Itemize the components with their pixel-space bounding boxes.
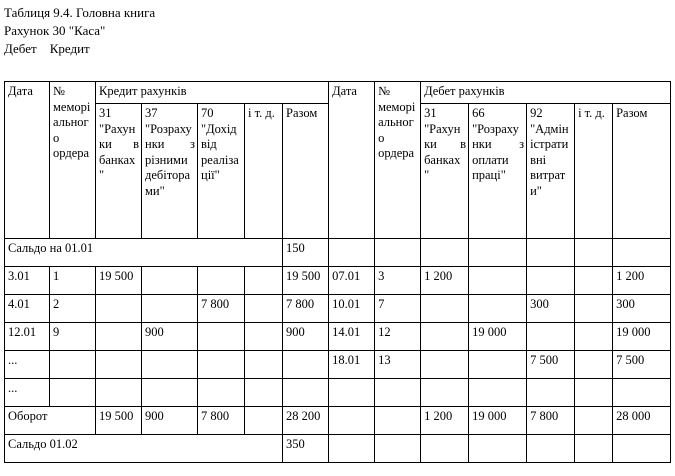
cell-debit-66	[469, 295, 527, 323]
credit-date-header: Дата	[5, 82, 50, 239]
debit-account-total: Разом	[613, 104, 671, 239]
cell-debit-date: 14.01	[329, 323, 375, 351]
general-ledger-table	[4, 81, 671, 463]
credit-account-total: Разом	[283, 104, 329, 239]
turnover-debit-total: 28 000	[613, 407, 671, 435]
account-title: Рахунок 30 "Каса"	[4, 23, 106, 38]
cell-debit-memo: 12	[375, 323, 421, 351]
debit-account-92: 92 "Адмін істрати вні витрат и"	[527, 104, 575, 239]
credit-account-31: 31 "Рахун ки в банках "	[96, 104, 142, 239]
credit-account-70: 70 "Дохід від реаліза ції"	[198, 104, 245, 239]
cell-credit-37	[142, 351, 198, 379]
cell-credit-date: 3.01	[5, 267, 50, 295]
cell-credit-31: 19 500	[96, 267, 142, 295]
debit-account-31: 31 "Рахун ки в банках "	[421, 104, 469, 239]
cell-credit-memo: 2	[50, 295, 96, 323]
cell-debit-31	[421, 295, 469, 323]
cell-debit-92	[527, 379, 575, 407]
cell-debit-66	[469, 267, 527, 295]
closing-balance-label: Сальдо 01.02	[5, 435, 283, 463]
cell-debit-92	[527, 267, 575, 295]
cell-credit-31	[96, 323, 142, 351]
cell-debit-memo: 3	[375, 267, 421, 295]
cell-credit-etc	[245, 379, 283, 407]
cell-credit-total: 19 500	[283, 267, 329, 295]
cell-debit-date: 07.01	[329, 267, 375, 295]
cell-credit-total: 900	[283, 323, 329, 351]
turnover-debit-66: 19 000	[469, 407, 527, 435]
cell-credit-date: 12.01	[5, 323, 50, 351]
cell-debit-total	[613, 379, 671, 407]
cell-debit-31	[421, 379, 469, 407]
opening-balance-value: 150	[283, 239, 329, 267]
turnover-debit-92: 7 800	[527, 407, 575, 435]
cell-credit-37: 900	[142, 323, 198, 351]
turnover-credit-total: 28 200	[283, 407, 329, 435]
opening-balance-label: Сальдо на 01.01	[5, 239, 283, 267]
debit-group-header: Дебет рахунків	[421, 82, 671, 104]
credit-memo-header: № меморі альног о ордера	[50, 82, 96, 239]
cell-debit-total: 7 500	[613, 351, 671, 379]
cell-credit-31	[96, 295, 142, 323]
cell-debit-date	[329, 379, 375, 407]
cell-debit-memo: 7	[375, 295, 421, 323]
cell-debit-92: 300	[527, 295, 575, 323]
table-row	[5, 351, 671, 379]
cell-credit-31	[96, 351, 142, 379]
cell-debit-memo: 13	[375, 351, 421, 379]
cell-credit-37	[142, 267, 198, 295]
cell-credit-70	[198, 351, 245, 379]
table-row	[5, 379, 671, 407]
cell-debit-total: 19 000	[613, 323, 671, 351]
cell-debit-etc	[575, 267, 613, 295]
cell-debit-31	[421, 323, 469, 351]
cell-debit-92	[527, 323, 575, 351]
turnover-credit-37: 900	[142, 407, 198, 435]
table-title: Таблиця 9.4. Головна книга	[4, 5, 156, 20]
debit-account-etc: і т. д.	[575, 104, 613, 239]
turnover-credit-etc	[245, 407, 283, 435]
credit-group-header: Кредит рахунків	[96, 82, 329, 104]
cell-credit-memo	[50, 351, 96, 379]
cell-debit-66: 19 000	[469, 323, 527, 351]
cell-debit-etc	[575, 295, 613, 323]
turnover-credit-31: 19 500	[96, 407, 142, 435]
cell-credit-date: ...	[5, 379, 50, 407]
cell-credit-70	[198, 323, 245, 351]
cell-credit-memo: 9	[50, 323, 96, 351]
cell-debit-etc	[575, 323, 613, 351]
debit-date-header: Дата	[329, 82, 375, 239]
turnover-row	[5, 407, 671, 435]
cell-debit-etc	[575, 379, 613, 407]
cell-credit-etc	[245, 351, 283, 379]
header-row-top	[5, 82, 671, 104]
turnover-credit-70: 7 800	[198, 407, 245, 435]
cell-credit-70	[198, 267, 245, 295]
table-row	[5, 323, 671, 351]
credit-account-37: 37 "Розраху нки з різними дебітора ми"	[142, 104, 198, 239]
cell-credit-total	[283, 379, 329, 407]
document-header	[4, 4, 155, 58]
cell-credit-etc	[245, 295, 283, 323]
sides-caption: Дебет Кредит	[4, 41, 90, 56]
cell-credit-memo	[50, 379, 96, 407]
closing-balance-row	[5, 435, 671, 463]
cell-debit-total: 300	[613, 295, 671, 323]
cell-debit-total: 1 200	[613, 267, 671, 295]
cell-debit-date: 18.01	[329, 351, 375, 379]
turnover-debit-etc	[575, 407, 613, 435]
cell-debit-66	[469, 379, 527, 407]
cell-credit-memo: 1	[50, 267, 96, 295]
cell-credit-total	[283, 351, 329, 379]
debit-memo-header: № меморі альног о ордера	[375, 82, 421, 239]
cell-credit-37	[142, 295, 198, 323]
cell-credit-70	[198, 379, 245, 407]
cell-credit-date: 4.01	[5, 295, 50, 323]
cell-credit-70: 7 800	[198, 295, 245, 323]
table-row	[5, 295, 671, 323]
closing-balance-value: 350	[283, 435, 329, 463]
cell-debit-etc	[575, 351, 613, 379]
debit-account-66: 66 "Розраху нки з оплати праці"	[469, 104, 527, 239]
turnover-label: Оборот	[5, 407, 96, 435]
cell-credit-date: ...	[5, 351, 50, 379]
table-row	[5, 267, 671, 295]
cell-debit-date: 10.01	[329, 295, 375, 323]
cell-debit-31: 1 200	[421, 267, 469, 295]
cell-debit-66	[469, 351, 527, 379]
credit-account-etc: і т. д.	[245, 104, 283, 239]
cell-debit-memo	[375, 379, 421, 407]
cell-debit-92: 7 500	[527, 351, 575, 379]
cell-credit-31	[96, 379, 142, 407]
cell-credit-total: 7 800	[283, 295, 329, 323]
opening-balance-row	[5, 239, 671, 267]
turnover-debit-31: 1 200	[421, 407, 469, 435]
cell-credit-etc	[245, 323, 283, 351]
cell-credit-etc	[245, 267, 283, 295]
cell-credit-37	[142, 379, 198, 407]
cell-debit-31	[421, 351, 469, 379]
